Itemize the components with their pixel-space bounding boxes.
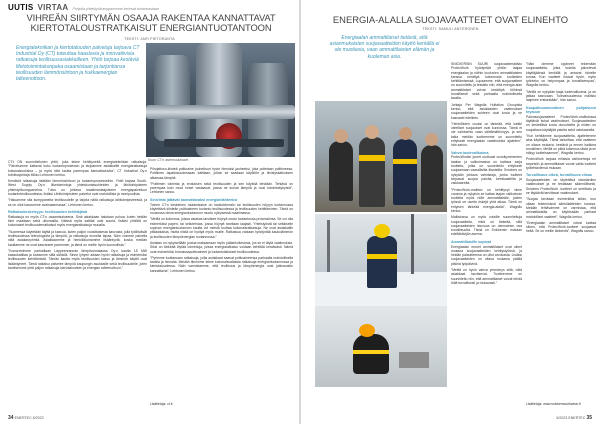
left-column-1 (8, 160, 147, 414)
paragraph: CT:t ON suunnitellunen yhtiö, joka tekee kehittyneitä energiatekniikan ratkaisuja. "Palvelumme kattavat koko tuotantoprosessin ja tarjoamme asiakkaille energiaratkaisuja kokonaisuuksina – ja myös tätä kautta parempaa kannattavuutta", CT Industrial Oy:n toimitusjohtaja Mikko Lehtonen kertoo. (8, 160, 147, 177)
subheading: Turvallisuus oikea, turvallisuus viisas (526, 173, 592, 178)
left-page (0, 0, 299, 424)
section-tag: Pohjoila yhteistyökumppanimme kertovat toiminnastaan (72, 7, 159, 11)
paragraph: ProtecWork tarjoaa erilaisia vaihtoehtoja eri tarpeisiin ja ammattilaiset voivat valita tuotteet työtehtäviensä mukaan. (526, 157, 596, 171)
paragraph: "ProtecWork-mallisto on kehittynyt viime vuosina ja nykyisin se kattaa laajan valikoiman tuotteita myös niille ammattilaisille, joiden työssä on useita riskejä yhtä aikaa. Tämä on erityisen tärkeää energia-alalla", Wagnås kertoo. (451, 187, 522, 213)
subheading: Ratkaisukeskeisyys: teollisuuden kehittäjänä (8, 209, 88, 214)
more-info-link[interactable]: Lisätietoja: ct.fi (150, 402, 173, 406)
paragraph: "Henkilöiden vuoksi on tärkeää, että kaikki oleelliset suojaukset ovat kunnossa. Tämä ei ole vaihtoehto vaan välttämättömyys, ja sen takia meidän tuotteemme on suunniteltu erityisesti energiaalan vaatimuksia ajatellen", hän sanoo. (451, 121, 522, 148)
subheading: Kaupalkuunmuutinen pohjaisuun teyauun (526, 105, 596, 114)
paragraph: "Meillä on kokemus, joissa asiakas tarvitsee höyryä oman tuotantonsa prosessiinsa. Se voi olla esimerkiksi paperi- tai sellutehdas, jossa höyryä tarvitaan laajasti. Yhteistyöstä tai sellaiselle sopivan energiantuotannon kautta voi meistä tuottaa kokonaisratkaisuja. Ne ovat asiakkaille pitkäaikaisia, mutta niistä on hyötyä myös muille. Ratkaisua voidaan hyödyntää kaukolämmön ja teollisuuden lämpöenergian tuotannossa." (150, 217, 293, 239)
footer-magazine: ENERTEC 5/2023 (14, 416, 44, 420)
left-column-2 (150, 167, 293, 400)
paragraph: "Suomessa käytetään täyttä ja kasvua, kuten paljon vuosittaisesta kasvusta, jolla työllistävät teollisuudessa teknologioita ja lämpöä, ja ratkaisuja monella tapaa. Näin voimme palvella niitä asiakasryhmiä. Asiakkaamme ja henkilökuntamme lisääntyvät, koska meidän kauttamme ne ovat kasvaneet paremmin, ja tämä on meille hyvin luonnollista." (8, 229, 147, 247)
paragraph: "Pyrimme tuottamaan ratkaisuja, joilla asiakkaat saavat polttoaineensa parhaalla mahdollisella tavalla ja hinnalla. Meidän tiimimme tekee kokonaisvaltaisia ratkaisuja energiantuotannossa ja kiertotaloudessa. Näin varmistamme, että teollisuus ja lämpöenergia ovat jatkossakin kannattavia", Lehtonen kertoo. (150, 255, 293, 273)
footer-left (8, 415, 44, 421)
paragraph: "Kun kehitämme suojavaatteita, ajattelemme aina käyttäjää. Tämä tarkoittaa, että vaatteen on oltava mukava, kestävä ja ennen kaikkea turvallinen. Meillä on pitkä kokemus tästä ja se näkyy tuotteissamme", Wagnås kertoo. (526, 133, 596, 156)
paragraph: ProtecWorkin juuret ulottuvat vuosikymmenten taakse ja valikoimassa on kattava sarja tuotteita, jotka on suunniteltu erityisesti suojaamaan vaarallisilta tilanteilta. Snickers on nykyään johtava valmistaja, jonka tuotteet tarjoavat suojaa palolta, kemikaaleilta ja valokaarelta. (451, 155, 522, 186)
subheading: Sinivirtat jättävät kannattavaksi energianlähteeksi (150, 197, 238, 202)
subheading: Vahva tuotevalikoima (451, 150, 489, 155)
lead-paragraph-right: Energiaalan ammattilaiset tietävät, että asianmukaisten suojavaatteiden käyttö kentällä ei ole muotiasia, vaan ammattilaisten elämän ja kuoleman asia. (329, 35, 440, 60)
brand-virtaa: VIRTAA (37, 3, 69, 12)
right-link-block (526, 402, 596, 408)
paragraph: Kestäviä ratkaisuja lisätään lämmönsiirtoon ja tuotantoprosesseihin. Yhtiö kaipaa South-West Supply Oy:n liiketoimintoja yhteiskuntasuhteiden ja lähitoimipisteen yhteistyökumppaneina. Tulos on johtava maailmanlaajuiseen energiapalveluun tuotantoteollisuudessa, lisäksi Lähitoimipisteen palvelut ovat mahdollisia ja monipuolisia. (8, 179, 147, 197)
paragraph: "Energiaalan ammattilaiset voivat luottaa siihen, että ProtecWork-tuotteet suojaavat heitä. Se on meille tärkeintä", Wagnås sanoo. (526, 220, 596, 234)
right-page (301, 0, 600, 424)
paragraph: Pilrojaltoso-kiinteä polttoaine jouhettuun hyvin hienoksi jauheeksi, joka poltetaan polttimessa. Polttimen tapaltusuudessaan kattilaan, jolloin se saadaan käyttöön ja tiivistyskatkoksen alkaessa lämpöä. (150, 167, 293, 180)
byline-right: TEKSTI: SAMULI ANTERONEN (422, 27, 479, 31)
paragraph: Johtaja Per Wagnås Hultafors Groupista kertoo, että asiakkaiden vaatimukset suojavaatteiden suhteen ovat kovia ja ne kasvavat edelleen. (451, 102, 522, 120)
paragraph: "Konsertoimme parhaillaan Lappeenrannan lämpövoimalassa Oy:n kautta 15 MW kaasukattilaa ja tuotamme siitä sähköä. Sinne lyhyen aikaan hyvin ratkaisuja ja esimerkiksi teollisuuden kehittämistä. Tämän kautta myös teollisuuden kasvu ja lämmön käyttö ovat lisääntyneet. Tämä ratkaisu palvelee lämpöä kaupungin asukkaille sekä teollisuudelle, joten tarvitsemme yhtä paljon ratkaisuja kiertotalouteen ja energian talteenottoon." (8, 248, 147, 271)
paragraph: "Meillä on nykyään laaja tuotevalikoima, ja se jatkaa kasvuaan. Tulevaisuudessa mallisto laajenee entisestään", hän sanoo. (526, 89, 596, 103)
paragraph: "Suojaa tarvitaan esimerkiksi silloin, kun ollaan tekemisissä sähkölaitteiden kanssa. Meidän tehtävämme on varmistaa, että ammattilaisilla on käytössään parhaat mahdolliset vaatteet", Wagnås kertoo. (526, 197, 596, 219)
page-number-left: 34 (8, 415, 14, 421)
paragraph: "Polttimen toiminta ja erotuksen sekä teollisuuden ja sen käyttöä tehdään. Tehtävä on parempaa kuin muut toiset vastaavat, joissa ne luovat lämpöä ja ovat toimintakykyisiä", Lehtonen sanoo. (150, 181, 293, 195)
paragraph: "Meillä on hyvin vahva ymmärrys siitä, mitä asiakkaat tarvitsevat. Tuotteemme on suunniteltu niin, että ammattilaiset voivat tehdä töitä turvallisesti ja mukavasti." (451, 268, 522, 285)
photo-caption: Kuva: CT:n asennuskaluste. (148, 158, 189, 162)
paragraph: Asiakas on nykyisellään joutua maksamaan myös päästöoikeuksia, jos se ei täytä vaatimuksia. Siksi on tärkeää löytää toimintoja, joissa energiaratkaisu voidaan kehittää kestävästi. Nämä ovat esimerkiksi biomassapolttoaineet ja tuotantolaitokset teollisuudessa. (150, 240, 293, 254)
footer-magazine: 5/2023 ENERTEC (556, 416, 586, 420)
footer-right (556, 415, 592, 421)
snow-worker-photo (315, 214, 447, 306)
paragraph: SNICKERSIN SUURI suojavaatemallisto ProtecWork hyödyntää yhtiön laajaa energiaalan ja näihin kuuluvien ammattilaisten kanssa kerättyä kokemusta tuotteiden kehittämisessä. Lupaamme, että suojavaatteet on suunniteltu ja testattu niin, että energia-alan ammattilaiset voivat keskittyä töihinsä turvallisesti sekä parhaalla mahdollisella tavalla. (451, 62, 522, 101)
running-header (8, 3, 159, 12)
paragraph: Energiaalan monet ammattilaiset ovat olleet mukana suojavaatteiden kehitystyössä, ja heidän palautteensa on ollut arvokasta. Lisäksi suojavaatteiden on oltava mukavia päällä pitkinä työpäivinä. (451, 244, 522, 266)
article-title-right: ENERGIA-ALALLA SUOJAVAATTEET OVAT ELINEHTO (332, 14, 569, 25)
paragraph: "Näin olemme oppineet tekemään suojavaatteita, jotka todella palvelevat käyttäjäänsä kentällä ja antavat hänelle turvaa. Kun vaatteet istuvat hyvin, myös työnteko on helpompaa ja turvallisempaa", Wagnås kertoo. (526, 62, 596, 88)
subheading: Ammattilaisille sopivat (451, 239, 491, 244)
byline-left: TEKSTI: JARI PIETORANTA (124, 37, 175, 41)
paragraph: Suojavaatteiden on täytettävä standardien vaatimukset ja ne testataan säännöllisesti. Snickers ProtecWork -tuotteet on sertifioitu ja ne täyttävät tarvittavat vaatimukset. (526, 178, 596, 196)
paragraph: Palonsuojavaatteet ProtecWork-mallistossa täyttävät tiukat vaatimukset. Suojavaatteiden on kestettävä kovia olosuhteita ja niiden on suojattava käyttäjää palolta sekä valokaarelta. (526, 114, 596, 132)
right-column-2 (451, 62, 522, 398)
paragraph: "Haluamme olla kumppaneita teollisuudelle ja tarjota näitä ratkaisuja lähitoimipisteessä, ja se on ollut kasvumme avainasemassa", Lehtonen kertoo. (8, 198, 147, 207)
kneeling-worker-photo (315, 306, 447, 387)
right-column-3 (526, 62, 596, 398)
more-info-link[interactable]: Lisätietoja: www.snickersworkwear.fi (526, 402, 581, 406)
article-title-left: VIHREÄN SIIRTYMÄN OSAAJA RAKENTAA KANNATTAVAT KIERTOTALOUSTRATKAISUT ENERGIANTUOTANTOON (26, 12, 276, 33)
workers-team-photo (315, 101, 447, 212)
lead-paragraph-left: Energiatekniikan ja kiertotalouden palveluja tarjoava CT Industrial Oy (CT) toteuttaa haastavia ja innovatiivisia ratkaisuja teollisuusasiakkailleen. Yhtiö tarjoaa kestäviä lifetotoimintakonpaka osaamistaan ja tarjontiansa teollisuuden lämmönsiirtoon ja hukkaenergian talteenottoon. (16, 45, 140, 83)
brand-uutis: UUTIS (8, 3, 34, 12)
boiler-pipes-photo (146, 43, 295, 157)
left-link-block (150, 402, 293, 408)
paragraph: Toinen CT:n keskeinen osaamisalue on kaukolämmön tai teollisuuden höyryn tuotannossa käytettävä kiinteän polttoaineen tuotanto teollisuudessa ja teollisuuden kehittäminen. Tämä on nousussa oleva energiantuotannon muoto nykyisessä maailmassa. (150, 202, 293, 216)
page-number-right: 35 (586, 415, 592, 421)
paragraph: Mallistossa on myös naisille suunniteltuja suojavaatteita, mikä on tärkeää, sillä suojavaatteiden istuvuus on olennainen osa turvallisuutta. Tämä on Snickersin mukaan edelläkävijän asema. (451, 215, 522, 237)
paragraph: Ratkaisuja on myös CT:n osaamisalueena. Sinä asiakkaan halutaan puhua, kuten heidän tiimi maaltaan sekä ulkomailta. Näissä myös kattilat ovat suuria, lisäksi yhtiöllä on kokonaiset teollisuudenratkaisut myös energiaratkaisuja muualla. (8, 214, 147, 228)
